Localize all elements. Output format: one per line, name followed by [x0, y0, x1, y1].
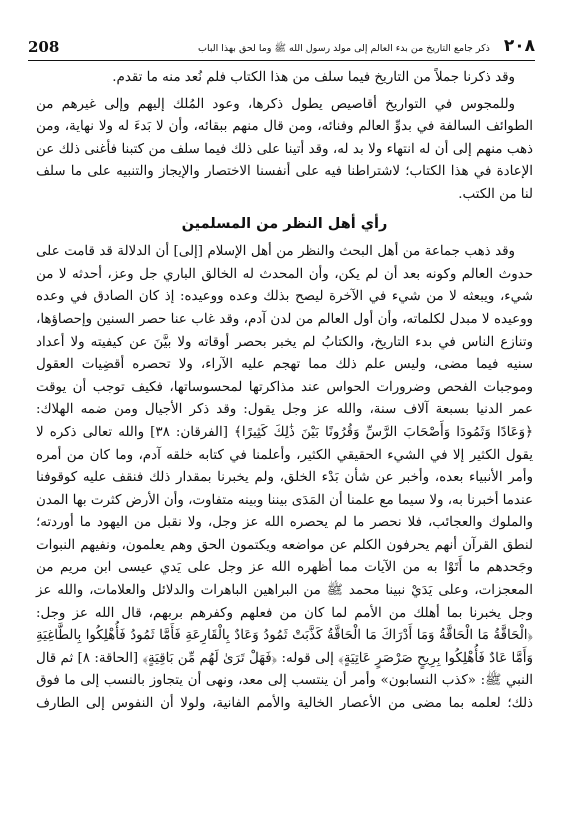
- paragraph-3: وقد ذهب جماعة من أهل البحث والنظر من أهل الإسلام [إلى] أن الدلالة قد قامت على حدوث العالم وكونه بعد أن لم يكن، وأن المحدث له الخالق الباري جل وعز، أحدثه لا من شيء، ويبعثه لا من شيء في الآخرة ليصح بذلك وعده ووعيده: إذ كان الصادق في وعده ووعيده لا مبدل لكلماته، وأن أول العالم من لدن آدم، وقد غاب عنا حصر السنين وإحصاؤها، وتنازع الناس في بدء التاريخ، والكتابُ لم يخبر بحصر أوقاته ولا بيَّنَ عن كيفيته ولا أعداد سنيه فيما مضى، وليس علم ذلك مما تهجم عليه الآراء، ولا تحصره أقضِيات العقول وموجبات الفحص وضرورات الحواس عند مذاكرتها لمحسوساتها، فكيف توجب أن يوقت عمر الدنيا بسبعة آلاف سنة، والله عز وجل يقول: وقد ذكر الأجيال ومن ضمه الهلاك: ﴿وَعَادًا وَثَمُودَا وَأَصْحَابَ الرَّسِّ وَقُرُونًا بَيْنَ ذَٰلِكَ كَثِيرًا﴾ [الفرقان: ٣٨] والله تعالى ذكره لا يقول الكثير إلا في الشيء الحقيقي الكثير، وأعلمنا في كتابه خلقه آدم، وما كان من أمره وأمر الأنبياء بعده، وأخبر عن شأن بَدْء الخلق، ولم يخبرنا بمقدار ذلك فنقف عليه كوقوفنا عندما أخبرنا به، ولا سيما مع علمنا أن المَدَى بيننا وبينه متفاوت، وأن الأرض كثرت بها المدن والملوك والعجائب، فلا نحصر ما لم يحصره الله عز وجل، ولا نقبل من اليهود ما أوردته؛ لنطق القرآن أنهم يحرفون الكلم عن مواضعه ويكتمون الحق وهم يعلمون، ونفيهم النبوات وجَحدهم ما أَتَوْا به من الآيات مما أظهره الله عز وجل على يَدي عيسى ابن مريم من المعجزات، وعلى يَدَيْ نبينا محمد ﷺ من البراهين الباهرات والدلائل والعلامات، والله عز وجل يخبرنا بما أهلك من الأمم لما كان من فعلهم وكفرهم بربهم، قال الله عز وجل: ﴿الْحَاقَّةُ مَا الْحَاقَّةُ وَمَا أَدْرَاكَ مَا الْحَاقَّةُ كَذَّبَتْ ثَمُودُ وَعَادٌ بِالْقَارِعَةِ فَأَمَّا ثَمُودُ فَأُهْلِكُوا بِالطَّاغِيَةِ وَأَمَّا عَادٌ فَأُهْلِكُوا بِرِيحٍ صَرْصَرٍ عَاتِيَةٍ﴾ إلى قوله: ﴿فَهَلْ تَرَىٰ لَهُم مِّن بَاقِيَةٍ﴾ [الحاقة: ٨] ثم قال النبي ﷺ: «كذب النسابون» وأمر أن ينتسب إلى معد، ونهى أن يتجاوز بالنسب إلى ما فوق ذلك؛ لعلمه بما مضى من الأعصار الخالية والأمم الفانية، ولولا أن النفوس إلى الطارف: [36, 244, 533, 712]
- page-header: [28, 34, 535, 56]
- page-number-arabic: ٢٠٨: [503, 36, 535, 56]
- running-header: [198, 36, 535, 56]
- paragraph-2: وللمجوس في التواريخ أقاصيص يطول ذكرها، وعود المُلك إليهم وإلى غيرهم من الطوائف السالفة في بدوِّ العالم وفنائه، ومن قال منهم ببقائه، وأن لا بَدءَ له ولا نهاية، ومن ذهب منهم إلى أن له انتهاء ولا بد له، وقد أتينا على ذلك فيما سلف من كتبنا فأغنى ذلك عن الإعادة في هذا الكتاب؛ لاشتراطنا فيه على أنفسنا الاختصار والإيجاز والتنبيه على ما سلف لنا من الكتب.: [36, 96, 533, 202]
- running-title: ذكر جامع التاريخ من بدء العالم إلى مولد رسول الله ﷺ وما لحق بهذا الباب: [198, 43, 490, 54]
- paragraph-1: وقد ذكرنا جملاً من التاريخ فيما سلف من هذا الكتاب فلم نُعد منه ما تقدم.: [112, 70, 515, 85]
- page-number-latin: 208: [28, 38, 60, 56]
- section-heading: رأي أهل النظر من المسلمين: [181, 215, 388, 232]
- page-body: [36, 67, 533, 716]
- header-rule: [28, 60, 535, 61]
